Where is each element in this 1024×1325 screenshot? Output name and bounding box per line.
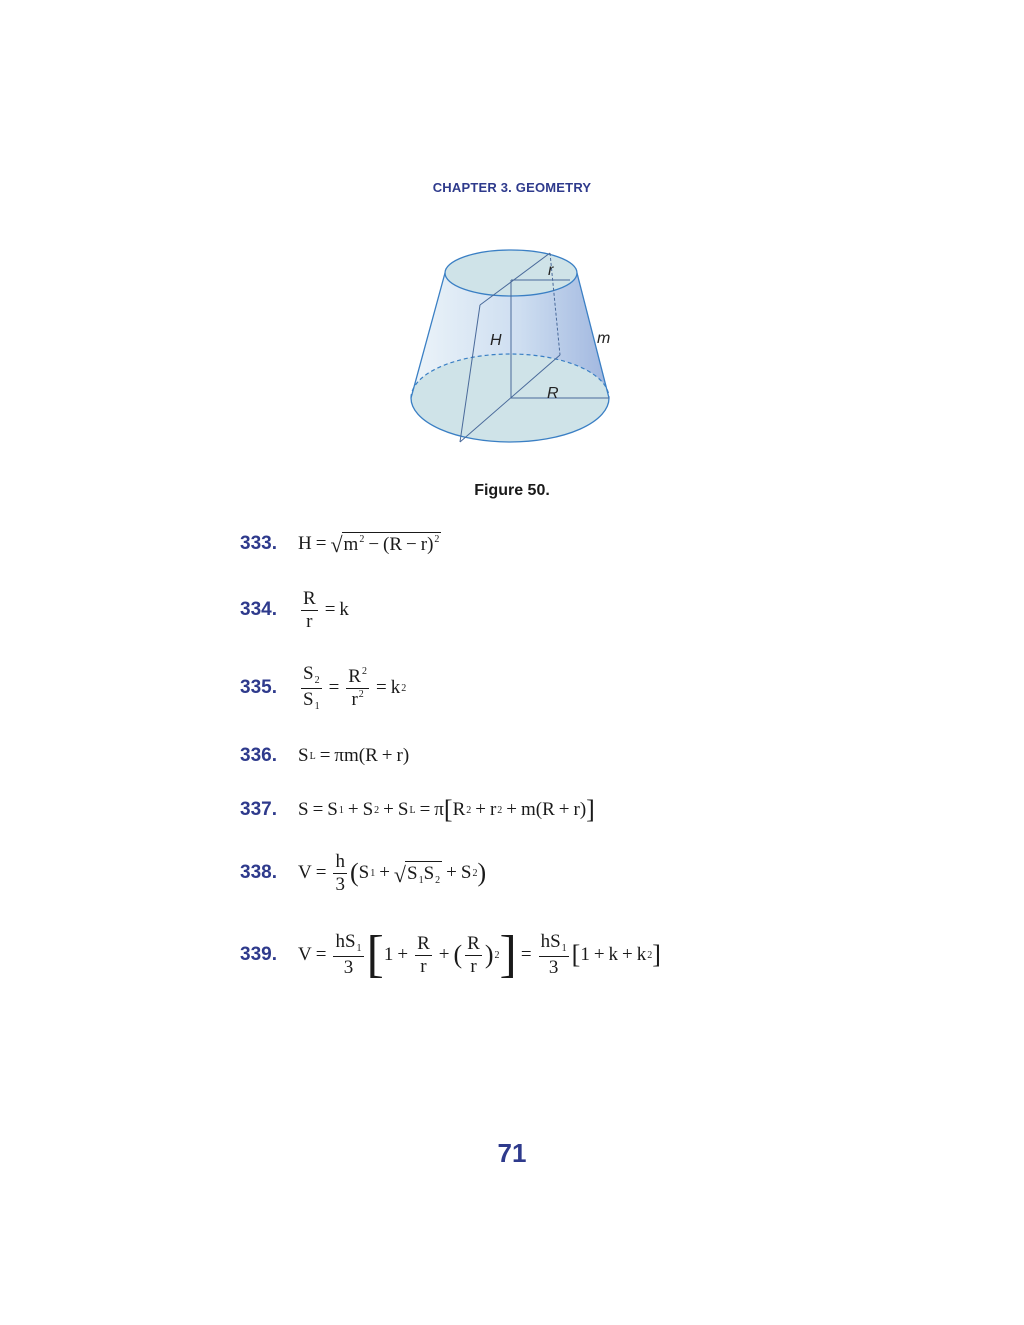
label-m: m <box>597 330 611 347</box>
formula-body: $\frac{S_2}{S_1}$ = $\frac{R^2}{r^2}$ = k 2 <box>303 663 407 712</box>
formula-body: $\frac{R}{r}$ = k <box>303 587 349 632</box>
formula-334 <box>240 580 349 640</box>
formula-number: 338. <box>240 862 277 883</box>
figure-caption: Figure 50. <box>474 482 550 499</box>
chapter-header: CHAPTER 3. GEOMETRY <box>432 180 592 195</box>
formula-338 <box>240 843 486 903</box>
formula-body: V = $\frac{h}{3}$ ( S 1 + √ $S_1S_2$ + S 2 ) <box>298 850 487 895</box>
formula-body: S L = πm(R + r) <box>298 745 410 766</box>
formula-number: 334. <box>240 599 277 620</box>
formula-number: 333. <box>240 533 277 554</box>
formula-337 <box>240 780 595 840</box>
label-R: R <box>547 385 559 402</box>
page-number: 71 <box>497 1138 527 1168</box>
formula-339 <box>240 925 661 985</box>
label-H: H <box>490 332 502 349</box>
formula-body: H = √ $m^2 - (R - r)^2$ <box>298 532 440 557</box>
truncated-cone-figure <box>400 245 630 460</box>
formula-body: V = $\frac{hS_1}{3}$ [ 1 + $\frac{R}{r}$ + ( $\frac{R}{r}$ ) 2 ] = $\frac{hS_1}{3}$ [ 1 + k + k 2 ] <box>298 926 661 983</box>
formula-333 <box>240 514 441 574</box>
label-r: r <box>548 262 554 279</box>
formula-336 <box>240 726 409 786</box>
formula-number: 335. <box>240 677 277 698</box>
formula-335 <box>240 658 406 718</box>
formula-number: 336. <box>240 745 277 766</box>
formula-body: S = S 1 + S 2 + S L = π [ R 2 + r 2 + m(R + r) ] <box>298 795 595 824</box>
formula-number: 339. <box>240 944 277 965</box>
formula-number: 337. <box>240 799 277 820</box>
